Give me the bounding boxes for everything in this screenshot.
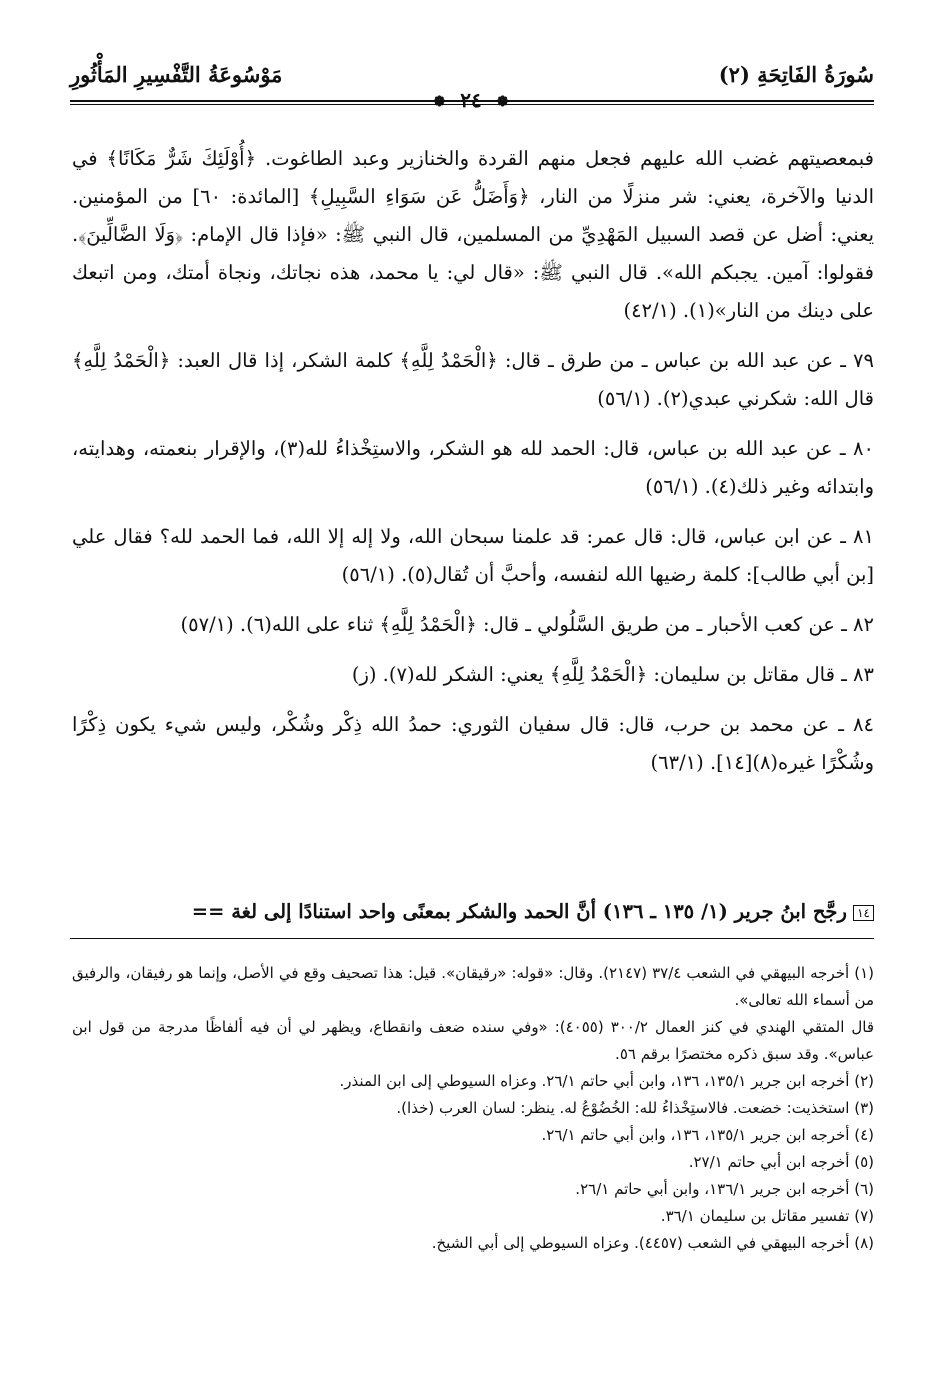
- footnote-4: (٤) أخرجه ابن جرير ١٣٥/١، ١٣٦، وابن أبي حاتم ٢٦/١.: [541, 1126, 874, 1144]
- footnotes: [72, 960, 874, 1257]
- footnote-7: (٧) تفسير مقاتل بن سليمان ٣٦/١.: [660, 1207, 874, 1225]
- page-number: ٢٤: [460, 88, 482, 112]
- note-text: رجَّح ابنُ جرير (١/ ١٣٥ ـ ١٣٦) أنَّ الحمد والشكر بمعنًى واحد استنادًا إلى لغة ==: [191, 900, 847, 923]
- right-ornament-icon: ❁: [496, 93, 509, 110]
- footnote-3: (٣) استخذيت: خضعت. فالاستِخْذاءُ لله: الخُضُوْعُ له. ينظر: لسان العرب (خذا).: [396, 1099, 874, 1117]
- book-title: مَوْسُوعَةُ التَّفْسِيرِ المَأْثُورِ: [70, 62, 283, 87]
- paragraph-79: ٧٩ ـ عن عبد الله بن عباس ـ من طرق ـ قال: ﴿الْحَمْدُ لِلَّهِ﴾ كلمة الشكر، إذا قال العبد: ﴿الْحَمْدُ لِلَّهِ﴾ قال الله: شكرني عبدي(٢). (٥٦/١): [72, 349, 874, 410]
- editor-note-14: [68, 893, 874, 931]
- footnote-8: (٨) أخرجه البيهقي في الشعب (٤٤٥٧). وعزاه السيوطي إلى أبي الشيخ.: [431, 1234, 874, 1252]
- paragraph-82: ٨٢ ـ عن كعب الأحبار ـ من طريق السَّلُولي ـ قال: ﴿الْحَمْدُ لِلَّهِ﴾ ثناء على الله(٦). (٥٧/١): [180, 613, 874, 636]
- paragraph-80: ٨٠ ـ عن عبد الله بن عباس، قال: الحمد لله هو الشكر، والاستِخْذاءُ لله(٣)، والإقرار بنعمته، وهدايته، وابتدائه وغير ذلك(٤). (٥٦/١): [72, 437, 874, 498]
- page-number-row: [0, 88, 942, 112]
- footnote-separator: [70, 938, 874, 939]
- main-text: [72, 140, 874, 794]
- note-marker: ١٤: [853, 905, 874, 921]
- paragraph-83: ٨٣ ـ قال مقاتل بن سليمان: ﴿الْحَمْدُ لِلَّهِ﴾ يعني: الشكر لله(٧). (ز): [351, 663, 874, 686]
- surah-title: سُورَةُ الفَاتِحَةِ (٢): [718, 62, 874, 87]
- paragraph-81: ٨١ ـ عن ابن عباس، قال: قال عمر: قد علمنا سبحان الله، ولا إله إلا الله، فما الحمد لله؟ فقال علي [بن أبي طالب]: كلمة رضيها الله لنفسه، وأحبَّ أن تُقال(٥). (٥٦/١): [72, 525, 874, 586]
- footnote-5: (٥) أخرجه ابن أبي حاتم ٢٧/١.: [688, 1153, 874, 1171]
- footnote-2: (٢) أخرجه ابن جرير ١٣٥/١، ١٣٦، وابن أبي حاتم ٢٦/١. وعزاه السيوطي إلى ابن المنذر.: [339, 1072, 874, 1090]
- footnote-1: (١) أخرجه البيهقي في الشعب ٣٧/٤ (٢١٤٧). وقال: «قوله: «رقيقان». قيل: هذا تصحيف وقع في الأصل، وإنما هو رفيقان، والرفيق من أسماء الله تعالى».: [72, 964, 874, 1009]
- left-ornament-icon: ❁: [433, 93, 446, 110]
- footnote-6: (٦) أخرجه ابن جرير ١٣٦/١، وابن أبي حاتم ٢٦/١.: [575, 1180, 874, 1198]
- footnote-1-continued: قال المتقي الهندي في كنز العمال ٣٠٠/٢ (٤٠٥٥): «وفي سنده ضعف وانقطاع، ويظهر لي أن فيه ألفاظًا مدرجة من قول ابن عباس». وقد سبق ذكره مختصرًا برقم ٥٦.: [72, 1018, 874, 1063]
- paragraph-continuation: فبمعصيتهم غضب الله عليهم فجعل منهم القردة والخنازير وعبد الطاغوت. ﴿أُوْلَئِكَ شَرٌّ مَكَانًا﴾ في الدنيا والآخرة، يعني: شر منزلًا من النار، ﴿وَأَضَلُّ عَن سَوَاءِ السَّبِيلِ﴾ [المائدة: ٦٠] من المؤمنين. يعني: أضل عن قصد السبيل المَهْدِيِّ من المسلمين، قال النبي ﷺ: «فإذا قال الإمام: ﴿وَلَا الضَّالِّينَ﴾. فقولوا: آمين. يجبكم الله». قال النبي ﷺ: «قال لي: يا محمد، هذه نجاتك، ونجاة أمتك، ومن اتبعك على دينك من النار»(١). (٤٢/١): [72, 147, 874, 322]
- paragraph-84: ٨٤ ـ عن محمد بن حرب، قال: قال سفيان الثوري: حمدُ الله ذِكْر وشُكْر، وليس شيء يكون ذِكْرًا وشُكْرًا غيره(٨)[١٤]. (٦٣/١): [72, 713, 874, 774]
